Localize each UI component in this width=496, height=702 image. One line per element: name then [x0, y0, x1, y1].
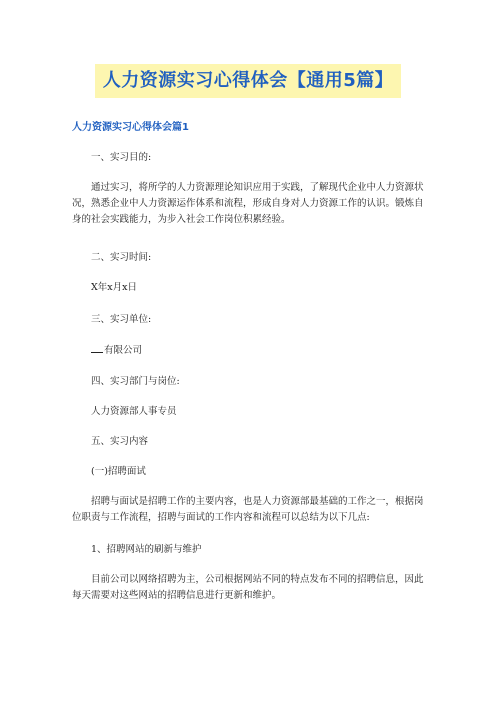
paragraph-purpose: 通过实习，将所学的人力资源理论知识应用于实践，了解现代企业中人力资源状况，熟悉企业中人力资源运作体系和流程，形成自身对人力资源工作的认识。锻炼自身的社会实践能力，为步入社会工作岗位积累经验。 — [72, 182, 424, 225]
document-title: 人力资源实习心得体会【通用5篇】 — [95, 64, 402, 98]
heading-time: 二、实习时间: — [91, 252, 152, 263]
item-website: 1、招聘网站的刷新与维护 — [91, 544, 202, 555]
text-dept: 人力资源部人事专员 — [91, 406, 177, 417]
paragraph-website: 目前公司以网络招聘为主，公司根据网站不同的特点发布不同的招聘信息，因此每天需要对这些网站的招聘信息进行更新和维护。 — [72, 574, 424, 601]
blank-underline — [91, 342, 103, 353]
text-unit: 有限公司 — [104, 345, 143, 356]
text-unit-wrapper — [72, 342, 451, 359]
text-time: X年x月x日 — [91, 282, 137, 293]
heading-unit: 三、实习单位: — [91, 314, 152, 325]
paragraph-recruit: 招聘与面试是招聘工作的主要内容，也是人力资源部最基础的工作之一，根据岗位职责与工作流程，招聘与面试的工作内容和流程可以总结为以下几点: — [72, 496, 424, 523]
heading-content: 五、实习内容 — [91, 436, 149, 447]
subheading-recruit: (一)招聘面试 — [91, 466, 146, 477]
heading-dept: 四、实习部门与岗位: — [91, 376, 180, 387]
heading-purpose: 一、实习目的: — [91, 152, 152, 163]
section-subtitle: 人力资源实习心得体会篇1 — [72, 122, 189, 133]
title-wrapper — [0, 64, 496, 98]
